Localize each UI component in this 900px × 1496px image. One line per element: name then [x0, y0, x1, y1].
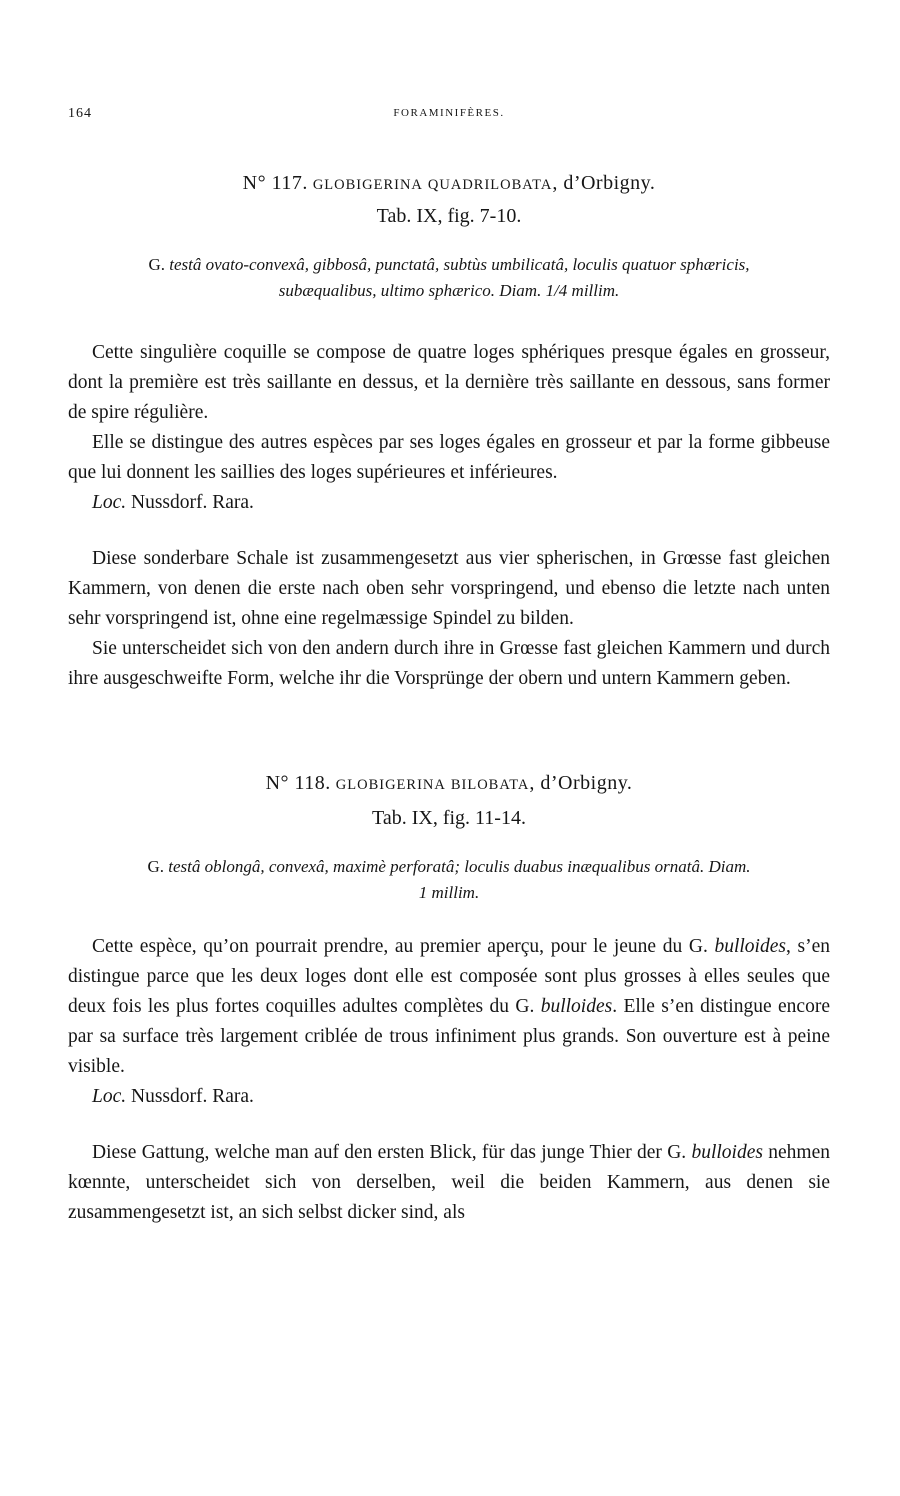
diagnosis-prefix: G. [147, 857, 165, 876]
running-title: FORAMINIFÈRES. [393, 107, 505, 119]
locality-value: Nussdorf. Rara. [126, 1086, 254, 1107]
locality-value: Nussdorf. Rara. [126, 492, 254, 513]
locality-label: Loc. [92, 492, 127, 513]
latin-diagnosis [68, 252, 830, 304]
text-run: Cette espèce, qu’on pourrait prendre, au premier aperçu, pour le jeune du [92, 936, 689, 957]
species-name: bulloides [540, 996, 613, 1017]
german-paragraph: Diese sonderbare Schale ist zusammengesetzt aus vier spherischen, in Grœsse fast gleichen Kammern, von denen die erste nach oben sehr vorspringend, und ebenso die letzte nach unten sehr vorspringend ist, ohne eine regelmæssige Spindel zu bilden. [68, 548, 830, 629]
plate-reference: Tab. IX, fig. 7-10. [376, 205, 522, 227]
latin-diagnosis [68, 854, 830, 906]
french-paragraph: Cette singulière coquille se compose de quatre loges sphériques presque égales en grosseur, dont la première est très saillante en dessus, et la dernière très saillante en dessous, sans former de spire régulière. [68, 342, 830, 423]
species-heading [68, 768, 830, 800]
species-name: bulloides [714, 936, 786, 957]
diagnosis-line-2: 1 millim. [418, 883, 480, 902]
species-name: bulloides [691, 1142, 763, 1163]
german-paragraph [68, 1138, 830, 1228]
diagnosis-line-1: testâ oblongâ, convexâ, maximè perforatâ; loculis duabus inæqualibus ornatâ. Diam. [168, 857, 751, 876]
genus-abbrev: G. [667, 1142, 692, 1163]
species-number: N° 117. [242, 172, 308, 194]
species-epithet: QUADRILOBATA [427, 177, 553, 193]
genus-abbrev: G. [515, 996, 541, 1017]
french-paragraph [68, 932, 830, 1082]
species-heading [68, 168, 830, 200]
diagnosis-prefix: G. [148, 255, 165, 274]
species-number: N° 118. [265, 772, 331, 794]
running-head [68, 106, 830, 124]
species-epithet: BILOBATA [450, 777, 530, 793]
page-number: 164 [68, 106, 92, 121]
locality [68, 488, 830, 518]
diagnosis-line-2: subæqualibus, ultimo sphærico. Diam. 1/4 millim. [278, 281, 620, 300]
plate-reference: Tab. IX, fig. 11-14. [372, 807, 526, 829]
species-entry-117 [68, 168, 830, 694]
locality-label: Loc. [92, 1086, 127, 1107]
species-author: , d’Orbigny. [552, 172, 656, 194]
text-run: Diese Gattung, welche man auf den ersten Blick, für das junge Thier der [92, 1142, 668, 1163]
species-genus: GLOBIGERINA [312, 177, 423, 193]
species-genus: GLOBIGERINA [335, 777, 446, 793]
diagnosis-line-1: testâ ovato-convexâ, gibbosâ, punctatâ, subtùs umbilicatâ, loculis quatuor sphæricis, [169, 255, 750, 274]
text-run: . Elle s’en distingue encore par sa surface très largement criblée de trous infiniment plus grands. Son ouverture est à peine visible. [68, 996, 830, 1077]
text-run: nehmen kœnnte, unterscheidet sich von derselben, weil die beiden Kammern, aus denen sie zusammengesetzt ist, an sich selbst dicker sind, als [68, 1142, 830, 1223]
species-author: , d’Orbigny. [529, 772, 633, 794]
genus-abbrev: G. [688, 936, 715, 957]
locality [68, 1082, 830, 1112]
french-paragraph: Elle se distingue des autres espèces par ses loges égales en grosseur et par la forme gibbeuse que lui donnent les saillies des loges supérieures et inférieures. [68, 432, 830, 483]
german-paragraph: Sie unterscheidet sich von den andern durch ihre in Grœsse fast gleichen Kammern und durch ihre ausgeschweifte Form, welche ihr die Vorsprünge der obern und untern Kammern geben. [68, 638, 830, 689]
species-entry-118 [68, 768, 830, 1228]
text-run: , s’en distingue parce que les deux loges dont elle est composée sont plus grosses à elles seules que deux fois les plus fortes coquilles adultes complètes du [68, 936, 830, 1017]
